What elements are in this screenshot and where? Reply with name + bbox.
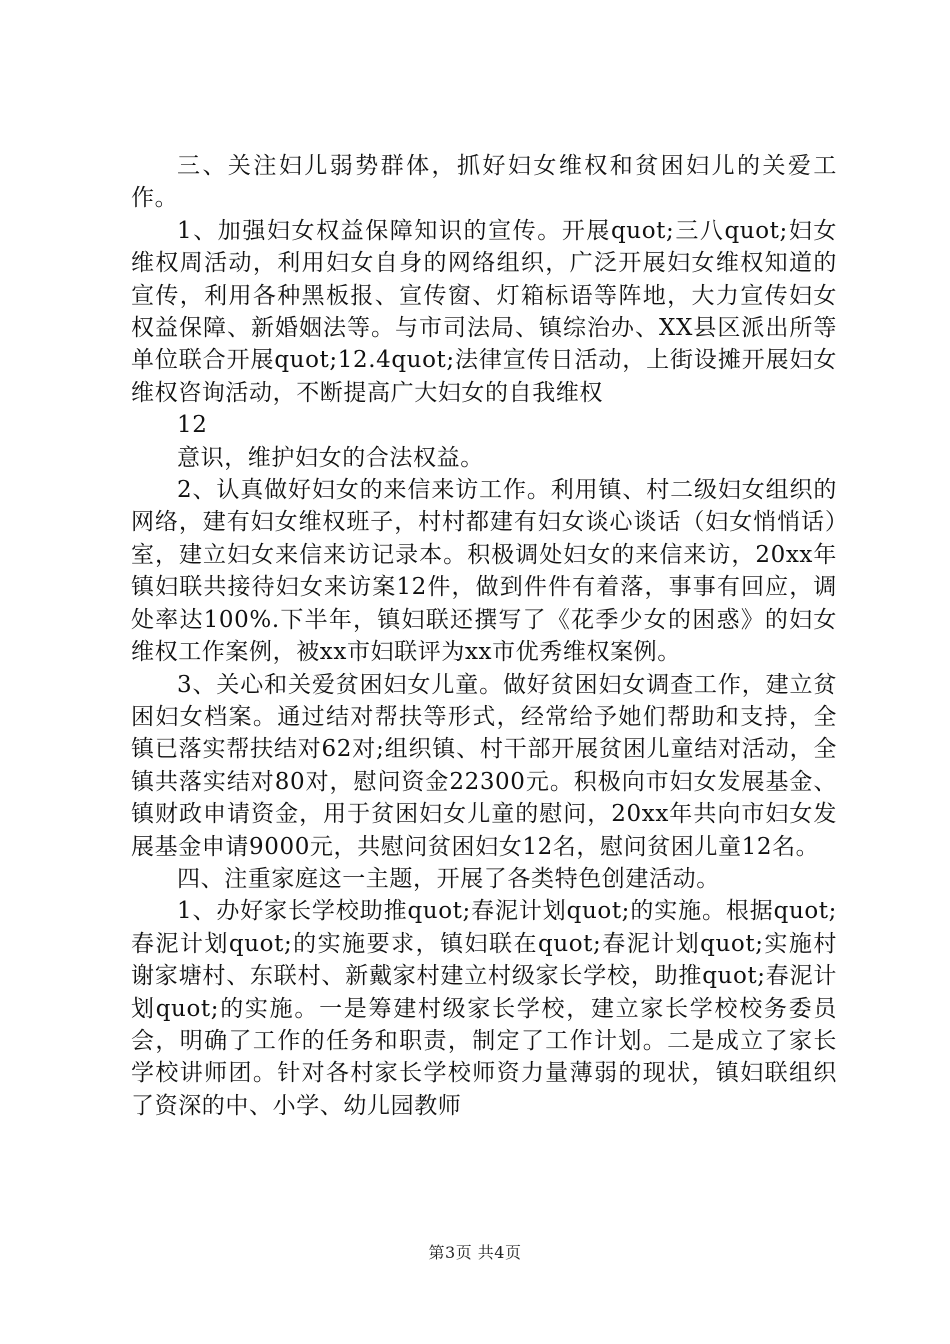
paragraph-inline-number: 12: [177, 412, 208, 439]
document-body: [131, 150, 837, 1122]
paragraph-rights-publicity: 1、加强妇女权益保障知识的宣传。开展quot;三八quot;妇女维权周活动，利用妇女自身的网络组织，广泛开展妇女维权知道的宣传，利用各种黑板报、宣传窗、灯箱标语等阵地，大力宣传妇女权益保障、新婚姻法等。与市司法局、镇综治办、XX县区派出所等单位联合开展quot;12.4quot;法律宣传日活动，上街设摊开展妇女维权咨询活动，不断提高广大妇女的自我维权: [131, 217, 837, 406]
paragraph-poverty-care: 3、关心和关爱贫困妇女儿童。做好贫困妇女调查工作，建立贫困妇女档案。通过结对帮扶等形式，经常给予她们帮助和支持，全镇已落实帮扶结对62对;组织镇、村干部开展贫困儿童结对活动，全镇共落实结对80对，慰问资金22300元。积极向市妇女发展基金、镇财政申请资金，用于贫困妇女儿童的慰问，20xx年共向市妇女发展基金申请9000元，共慰问贫困妇女12名，慰问贫困儿童12名。: [131, 671, 837, 860]
paragraph-section-three-heading: 三、关注妇儿弱势群体，抓好妇女维权和贫困妇儿的关爱工作。: [131, 153, 837, 212]
paragraph-parent-school: 1、办好家长学校助推quot;春泥计划quot;的实施。根据quot;春泥计划quot;的实施要求，镇妇联在quot;春泥计划quot;实施村谢家塘村、东联村、新戴家村建立村级家长学校，助推quot;春泥计划quot;的实施。一是筹建村级家长学校，建立家长学校校务委员会，明确了工作的任务和职责，制定了工作计划。二是成立了家长学校讲师团。针对各村家长学校师资力量薄弱的现状，镇妇联组织了资深的中、小学、幼儿园教师: [131, 898, 837, 1119]
paragraph-rights-awareness: 意识，维护妇女的合法权益。: [177, 444, 484, 471]
paragraph-letters-visits: 2、认真做好妇女的来信来访工作。利用镇、村二级妇女组织的网络，建有妇女维权班子，村村都建有妇女谈心谈话（妇女悄悄话）室，建立妇女来信来访记录本。积极调处妇女的来信来访，20xx年镇妇联共接待妇女来访案12件，做到件件有着落，事事有回应，调处率达100%.下半年，镇妇联还撰写了《花季少女的困惑》的妇女维权工作案例，被xx市妇联评为xx市优秀维权案例。: [131, 477, 837, 666]
page-footer: 第3页 共4页: [428, 1243, 522, 1262]
paragraph-section-four-heading: 四、注重家庭这一主题，开展了各类特色创建活动。: [177, 865, 720, 892]
